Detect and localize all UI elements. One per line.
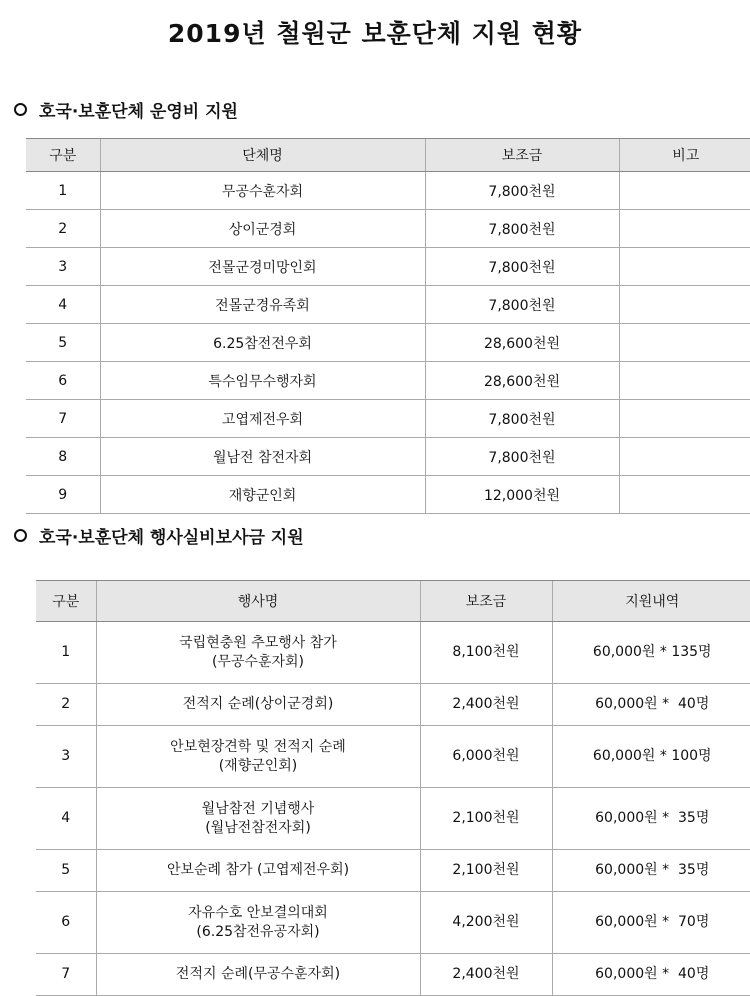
cell-detail: 60,000원 * 35명: [552, 788, 750, 850]
cell-amount: 28,600천원: [425, 324, 619, 362]
cell-detail: 60,000원 * 135명: [552, 622, 750, 684]
cell-no: 9: [26, 476, 100, 514]
table-row: [36, 684, 750, 726]
cell-amount: 7,800천원: [425, 210, 619, 248]
table-row: [26, 476, 750, 514]
table-row: [36, 788, 750, 850]
cell-org-name: 6.25참전전우회: [100, 324, 425, 362]
table-row: [26, 362, 750, 400]
cell-org-name: 월남전 참전자회: [100, 438, 425, 476]
cell-no: 5: [26, 324, 100, 362]
table-row: [26, 438, 750, 476]
table-row: [36, 726, 750, 788]
cell-no: 7: [36, 954, 96, 996]
table-row: [36, 850, 750, 892]
section1-heading-text: 호국·보훈단체 운영비 지원: [39, 102, 238, 122]
table-header-row: [36, 581, 750, 622]
cell-note: [619, 476, 750, 514]
cell-amount: 8,100천원: [420, 622, 552, 684]
cell-event-name: [96, 622, 420, 684]
cell-amount: 7,800천원: [425, 438, 619, 476]
table-row: [26, 172, 750, 210]
cell-amount: 4,200천원: [420, 892, 552, 954]
event-name-line1: 안보현장견학 및 전적지 순례: [170, 738, 346, 755]
cell-org-name: 재향군인회: [100, 476, 425, 514]
cell-note: [619, 286, 750, 324]
event-name-line2: (월남전참전자회): [205, 819, 311, 836]
cell-event-name: [96, 684, 420, 726]
cell-detail: 60,000원 * 70명: [552, 892, 750, 954]
event-support-table: [36, 580, 750, 996]
event-name-line1: 전적지 순례(상이군경회): [182, 696, 334, 712]
header-org-name: 단체명: [100, 139, 425, 172]
cell-no: 4: [36, 788, 96, 850]
cell-amount: 7,800천원: [425, 400, 619, 438]
event-name-line1: 국립현충원 추모행사 참가: [179, 634, 337, 651]
cell-amount: 2,100천원: [420, 850, 552, 892]
cell-note: [619, 438, 750, 476]
cell-amount: 6,000천원: [420, 726, 552, 788]
cell-no: 8: [26, 438, 100, 476]
cell-amount: 7,800천원: [425, 248, 619, 286]
table-row: [26, 324, 750, 362]
header-note: 비고: [619, 139, 750, 172]
cell-no: 2: [36, 684, 96, 726]
header-amount: 보조금: [420, 581, 552, 622]
table-row: [36, 622, 750, 684]
cell-note: [619, 210, 750, 248]
table-row: [26, 400, 750, 438]
cell-detail: 60,000원 * 100명: [552, 726, 750, 788]
cell-event-name: [96, 892, 420, 954]
cell-org-name: 상이군경회: [100, 210, 425, 248]
header-amount: 보조금: [425, 139, 619, 172]
cell-detail: 60,000원 * 40명: [552, 684, 750, 726]
circle-bullet-icon: [14, 103, 27, 116]
section2-heading-text: 호국·보훈단체 행사실비보사금 지원: [39, 528, 304, 548]
cell-no: 6: [26, 362, 100, 400]
cell-event-name: [96, 788, 420, 850]
page-title: 2019년 철원군 보훈단체 지원 현황: [167, 19, 583, 48]
header-event-name: 행사명: [96, 581, 420, 622]
cell-event-name: [96, 726, 420, 788]
cell-amount: 2,400천원: [420, 954, 552, 996]
operating-support-table: [26, 138, 750, 514]
header-no: 구분: [26, 139, 100, 172]
cell-no: 3: [36, 726, 96, 788]
cell-org-name: 전몰군경미망인회: [100, 248, 425, 286]
section2-heading: [14, 523, 304, 548]
cell-no: 1: [36, 622, 96, 684]
cell-amount: 12,000천원: [425, 476, 619, 514]
cell-event-name: [96, 954, 420, 996]
cell-amount: 7,800천원: [425, 286, 619, 324]
cell-org-name: 무공수훈자회: [100, 172, 425, 210]
cell-note: [619, 362, 750, 400]
cell-no: 1: [26, 172, 100, 210]
table-row: [36, 954, 750, 996]
cell-amount: 2,400천원: [420, 684, 552, 726]
circle-bullet-icon: [14, 529, 27, 542]
cell-no: 5: [36, 850, 96, 892]
header-no: 구분: [36, 581, 96, 622]
event-name-line1: 자유수호 안보결의대회: [188, 904, 328, 921]
cell-no: 3: [26, 248, 100, 286]
table-row: [26, 248, 750, 286]
cell-note: [619, 400, 750, 438]
cell-no: 6: [36, 892, 96, 954]
event-name-line2: (무공수훈자회): [211, 653, 305, 670]
cell-amount: 7,800천원: [425, 172, 619, 210]
table-row: [26, 286, 750, 324]
cell-note: [619, 172, 750, 210]
cell-amount: 2,100천원: [420, 788, 552, 850]
cell-org-name: 특수임무수행자회: [100, 362, 425, 400]
cell-detail: 60,000원 * 35명: [552, 850, 750, 892]
cell-event-name: [96, 850, 420, 892]
table-header-row: [26, 139, 750, 172]
cell-no: 2: [26, 210, 100, 248]
cell-org-name: 전몰군경유족회: [100, 286, 425, 324]
event-name-line2: (재향군인회): [218, 757, 298, 774]
cell-note: [619, 324, 750, 362]
cell-note: [619, 248, 750, 286]
event-name-line1: 월남참전 기념행사: [201, 800, 315, 817]
cell-org-name: 고엽제전우회: [100, 400, 425, 438]
event-name-line1: 안보순례 참가 (고엽제전우회): [166, 862, 350, 878]
cell-no: 7: [26, 400, 100, 438]
cell-amount: 28,600천원: [425, 362, 619, 400]
table-row: [36, 892, 750, 954]
event-name-line2: (6.25참전유공자회): [196, 923, 320, 940]
cell-detail: 60,000원 * 40명: [552, 954, 750, 996]
event-name-line1: 전적지 순례(무공수훈자회): [175, 966, 341, 982]
section1-heading: [14, 97, 238, 122]
table-row: [26, 210, 750, 248]
cell-no: 4: [26, 286, 100, 324]
header-detail: 지원내역: [552, 581, 750, 622]
